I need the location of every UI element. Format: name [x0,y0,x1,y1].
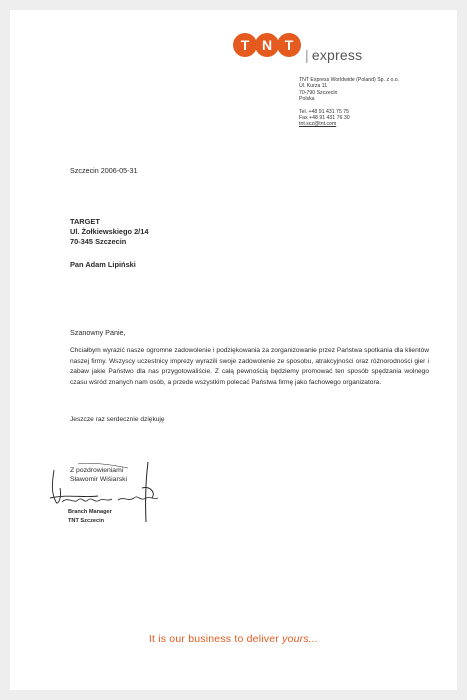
svg-text:T: T [284,37,294,53]
tnt-logo [232,32,302,70]
svg-text:T: T [240,37,250,53]
salutation: Szanowny Panie, [70,328,126,337]
regards-text: Z pozdrowieniami [70,467,124,474]
recipient-person: Pan Adam Lipiński [70,260,136,269]
recipient-address [70,217,148,247]
recipient-city: 70-345 Szczecin [70,237,127,246]
company-address [299,77,399,128]
signatory-branch: TNT Szczecin [68,517,105,524]
express-label: | express [305,47,363,63]
signatory-name: Sławomir Wiśiarski [70,476,128,483]
email-link[interactable]: tnt.scz@tnt.com [299,121,337,128]
recipient-company: TARGET [70,217,100,226]
fax-number: Fax +48 91 431 76 30 [299,115,350,122]
closing-line: Jeszcze raz serdecznie dziękuję [70,416,165,423]
signatory-position: Branch Manager [68,509,112,515]
address-line: Polska [299,96,315,103]
recipient-street: Ul. Żołkiewskiego 2/14 [70,227,149,236]
tagline-text: It is our business to deliver [148,633,279,645]
address-line: TNT Express Worldwide (Poland) Sp. z o.o. [299,77,400,83]
address-line: Ul. Kurza 11 [299,83,328,90]
tagline-emphasis: yours... [282,633,319,645]
signature-title [68,508,112,525]
phone-number: Tel. +48 91 431 75 75 [299,108,350,115]
footer-tagline [10,633,457,645]
letter-date: Szczecin 2006-05-31 [70,166,138,175]
svg-text:N: N [261,37,273,53]
letter-page [10,10,457,690]
letter-body: Chciałbym wyrazić nasze ogromne zadowolenie i podziękowania za zorganizowanie przez Państwa spotkania dla klientów naszej firmy. Wszyscy uczestnicy imprezy wyrazili swoje zadowolenie ze sposobu, atrakcyjności oraz różnorodności gier i zabaw jakie Państwo dla nas przygotowaliście. Z całą pewnością będziemy promować ten sposób spędzania wolnego czasu wśród znanych nam osób, a przede wszystkim polecać Państwa firmę jako fachowego organizatora. [70,347,429,387]
address-line: 70-790 Szczecin [299,89,338,96]
